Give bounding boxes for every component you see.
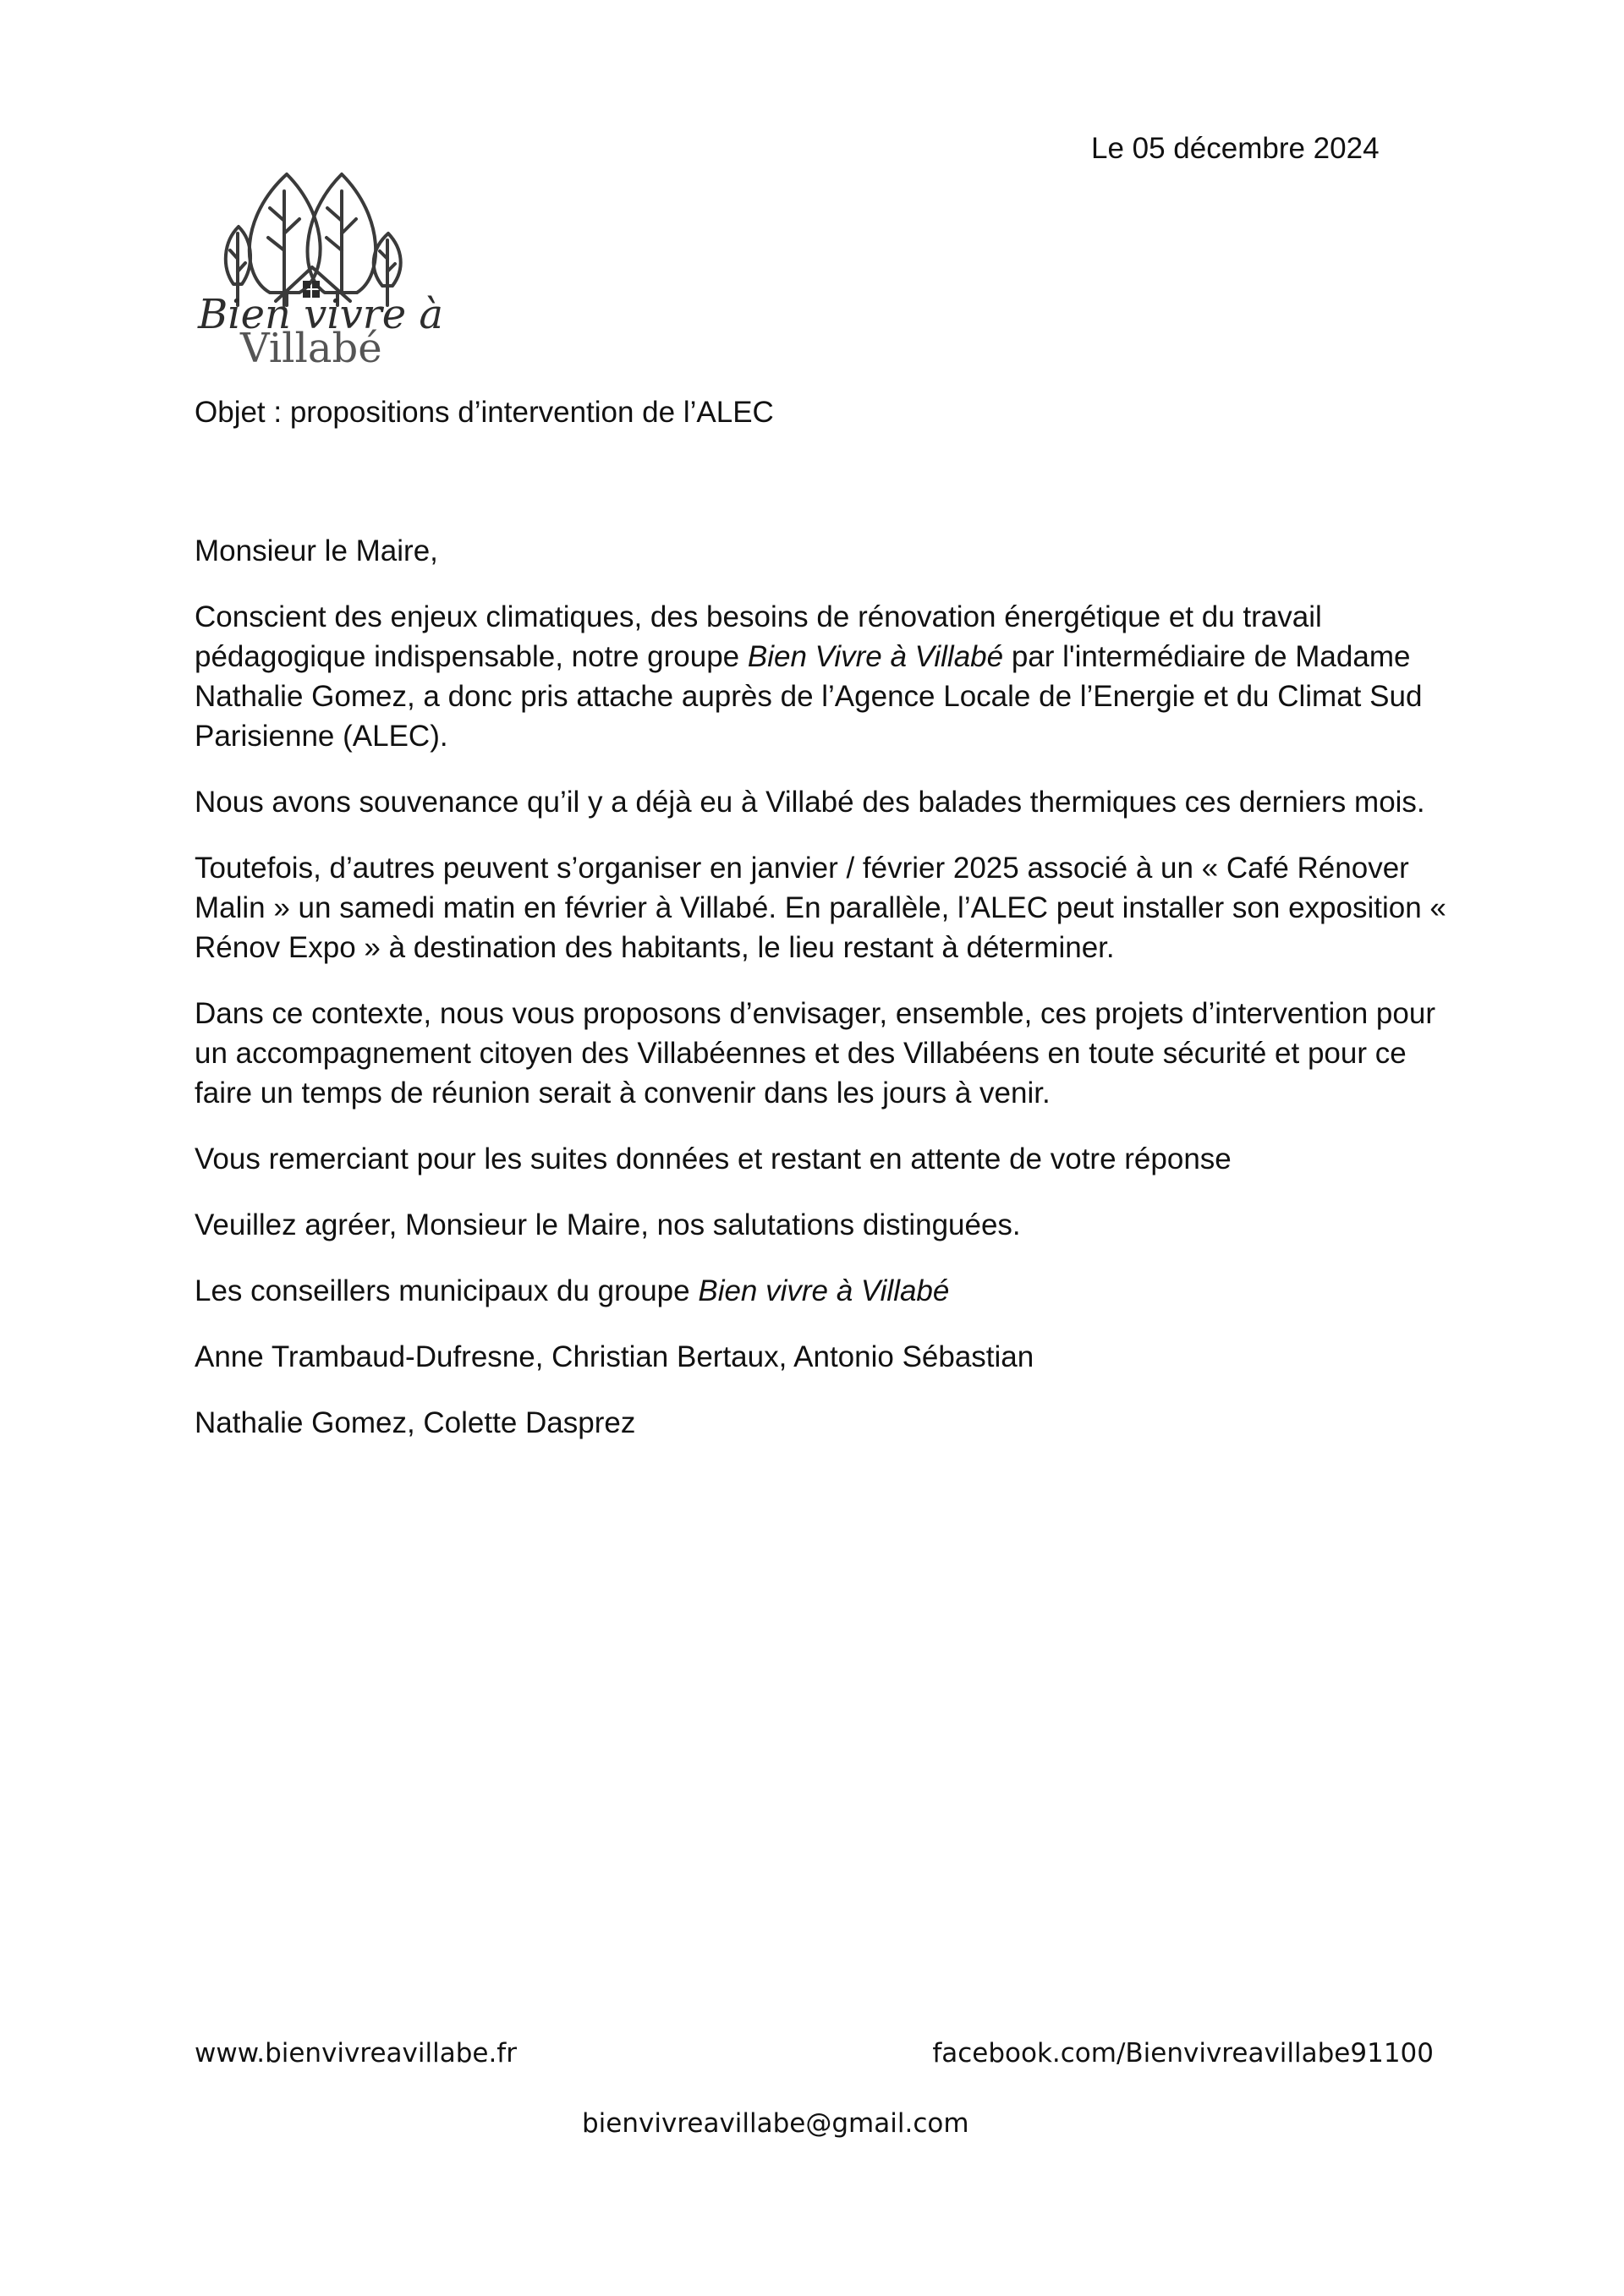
footer-facebook: facebook.com/Bienvivreavillabe91100 [932,2038,1434,2069]
footer-website: www.bienvivreavillabe.fr [195,2038,517,2069]
signatories-line-1: Anne Trambaud-Dufresne, Christian Bertaux, Antonio Sébastian [195,1340,1034,1373]
group-name-italic-2: Bien vivre à Villabé [698,1274,950,1307]
signatories-line-2: Nathalie Gomez, Colette Dasprez [195,1406,636,1439]
paragraph-thanks: Vous remerciant pour les suites données et restant en attente de votre réponse [195,1143,1232,1175]
group-name-italic: Bien Vivre à Villabé [747,640,1004,673]
letter-subject: Objet : propositions d’intervention de l’ALEC [195,396,774,429]
paragraph-group-text: Les conseillers municipaux du groupe [195,1274,699,1307]
footer-email: bienvivreavillabe@gmail.com [582,2108,969,2139]
paragraph-group [195,1271,1455,1311]
paragraph-proposal: Dans ce contexte, nous vous proposons d’envisager, ensemble, ces projets d’intervention pour un accompagnement citoyen des Villabéennes et des Villabéens en toute sécurité et pour ce faire un temps de réunion serait à convenir dans les jours à venir. [195,997,1435,1110]
paragraph-balades: Nous avons souvenance qu’il y a déjà eu à Villabé des balades thermiques ces derniers mois. [195,786,1425,819]
paragraph-context-text-b: par l'intermédiaire de Madame Nathalie Gomez, a donc pris attache auprès de l’Agence Locale de l’Energie et du Climat Sud Parisienne (ALEC). [195,640,1423,753]
letter-date: Le 05 décembre 2024 [1091,132,1380,165]
paragraph-context-text-a: Conscient des enjeux climatiques, des besoins de rénovation énergétique et du travail pédagogique indispensable, notre groupe [195,600,1322,673]
logo [181,132,452,364]
logo-script-text: Bien vivre à [198,291,444,338]
paragraph-context [195,597,1455,756]
logo-name-text: Villabé [240,325,382,364]
salutation: Monsieur le Maire, [195,534,438,567]
trees-house-logo-icon [181,132,452,364]
paragraph-events: Toutefois, d’autres peuvent s’organiser en janvier / février 2025 associé à un « Café Rénover Malin » un samedi matin en février à Villabé. En parallèle, l’ALEC peut installer son exposition « Rénov Expo » à destination des habitants, le lieu restant à déterminer. [195,852,1446,964]
letter-body [195,531,1455,1469]
paragraph-closing: Veuillez agréer, Monsieur le Maire, nos salutations distinguées. [195,1208,1021,1241]
